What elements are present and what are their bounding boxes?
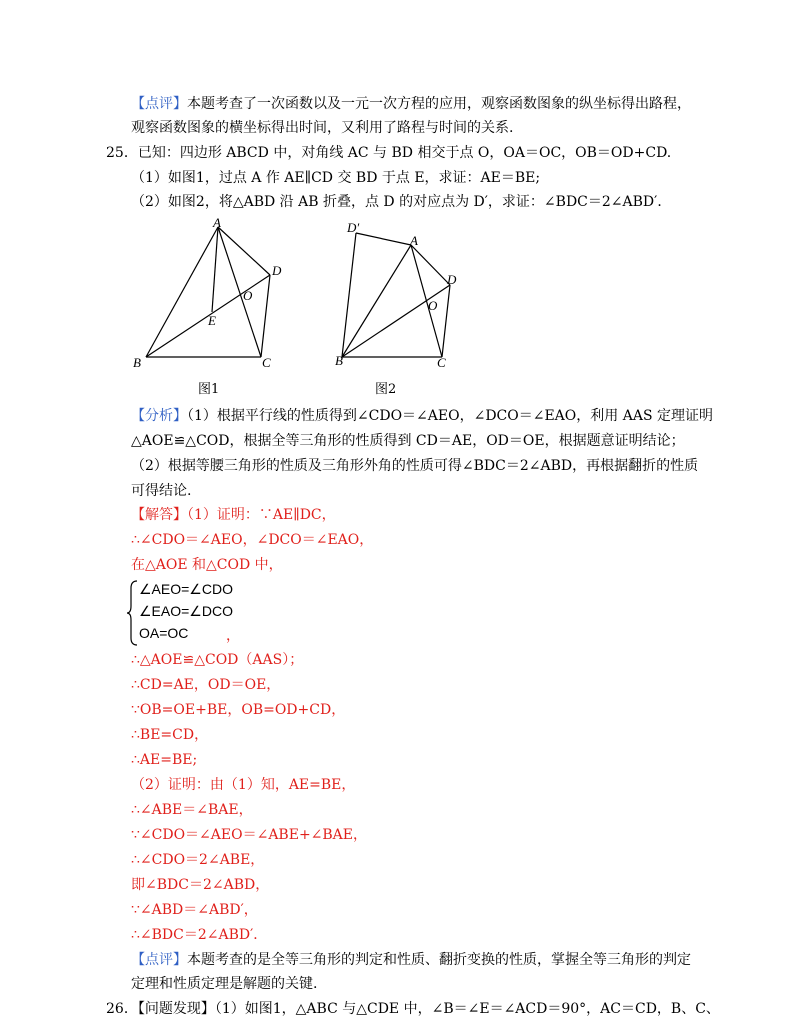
fig1-label-D: D [272, 263, 282, 278]
fig1-label-C: C [262, 355, 271, 370]
fig1-label-B: B [133, 355, 141, 370]
solution-line2: ∴∠CDO＝∠AEO，∠DCO＝∠EAO， [131, 532, 374, 548]
solution-tag: 【解答】 [131, 507, 187, 523]
fig2-label-C: C [437, 355, 446, 370]
solution-line10: ∴∠ABE＝∠BAE， [131, 802, 253, 818]
review1-line2: 观察函数图象的横坐标得出时间，又利用了路程与时间的关系. [131, 120, 514, 136]
fig2-caption: 图2 [375, 382, 397, 397]
analysis-line2: △AOE≌△COD，根据全等三角形的性质得到 CD＝AE，OD＝OE，根据题意证明结论； [131, 433, 685, 449]
solution-line13: 即∠BDC＝2∠ABD， [131, 877, 270, 893]
solution-line15: ∴∠BDC＝2∠ABD′． [131, 927, 268, 943]
system-comma: ， [226, 627, 240, 643]
q26-stem: 26．【问题发现】（1）如图1，△ABC 与△CDE 中，∠B＝∠E＝∠ACD＝90°，AC＝CD，B、C、 [106, 1001, 720, 1017]
q25-stem: 25．已知：四边形 ABCD 中，对角线 AC 与 BD 相交于点 O，OA＝OC，OB＝OD+CD. [106, 145, 672, 161]
review2-tag: 【点评】 [131, 952, 187, 968]
solution-line9: （2）证明：由（1）知，AE=BE， [131, 777, 356, 793]
solution-line3: 在△AOE 和△COD 中， [131, 557, 283, 573]
solution-line1: 【解答】（1）证明：∵AE∥DC， [131, 507, 336, 523]
solution-line6: ∵OB=OE+BE，OB=OD+CD， [131, 702, 346, 718]
review1-tag: 【点评】 [131, 96, 187, 112]
system-eq2: ∠EAO=∠DCO [139, 603, 233, 619]
fig1-caption: 图1 [198, 382, 220, 397]
review2-line2: 定理和性质定理是解题的关键. [131, 976, 318, 992]
solution-line11: ∵∠CDO＝∠AEO＝∠ABE+∠BAE， [131, 827, 368, 843]
fig1-label-E: E [208, 313, 216, 328]
system-eq1: ∠AEO=∠CDO [139, 581, 233, 597]
system-brace [127, 580, 139, 646]
system-eq3: OA=OC [139, 625, 189, 641]
solution-line8: ∴AE=BE; [131, 752, 198, 768]
analysis-line1: 【分析】（1）根据平行线的性质得到∠CDO＝∠AEO，∠DCO＝∠EAO，利用 AAS 定理证明 [131, 408, 713, 424]
analysis-tag: 【分析】 [131, 408, 187, 424]
q25-part2: （2）如图2，将△ABD 沿 AB 折叠，点 D 的对应点为 D′，求证：∠BDC＝2∠ABD′． [131, 194, 672, 210]
figure-1 [125, 215, 295, 375]
fig1-label-O: O [243, 288, 253, 303]
fig2-label-O: O [428, 298, 438, 313]
solution-line12: ∴∠CDO＝2∠ABE， [131, 852, 265, 868]
fig2-label-D: D [447, 272, 457, 287]
fig2-label-B: B [335, 353, 343, 368]
q25-part1: （1）如图1，过点 A 作 AE∥CD 交 BD 于点 E，求证：AE＝BE; [131, 170, 541, 186]
fig2-label-Dprime: D′ [347, 220, 360, 235]
analysis-line4: 可得结论. [131, 483, 192, 499]
review1-line1: 【点评】本题考查了一次函数以及一元一次方程的应用，观察函数图象的纵坐标得出路程， [131, 96, 691, 112]
solution-line7: ∴BE=CD， [131, 727, 209, 743]
analysis-line3: （2）根据等腰三角形的性质及三角形外角的性质可得∠BDC＝2∠ABD，再根据翻折的性质 [131, 458, 699, 474]
solution-line14: ∵∠ABD＝∠ABD′， [131, 902, 258, 918]
figure-2 [335, 215, 475, 375]
solution-line5: ∴CD=AE，OD＝OE， [131, 677, 281, 693]
fig1-label-A: A [213, 215, 221, 230]
review2-line1: 【点评】本题考查的是全等三角形的判定和性质、翻折变换的性质，掌握全等三角形的判定 [131, 952, 691, 968]
fig2-label-A: A [410, 233, 418, 248]
solution-line4: ∴△AOE≌△COD（AAS）； [131, 652, 304, 668]
